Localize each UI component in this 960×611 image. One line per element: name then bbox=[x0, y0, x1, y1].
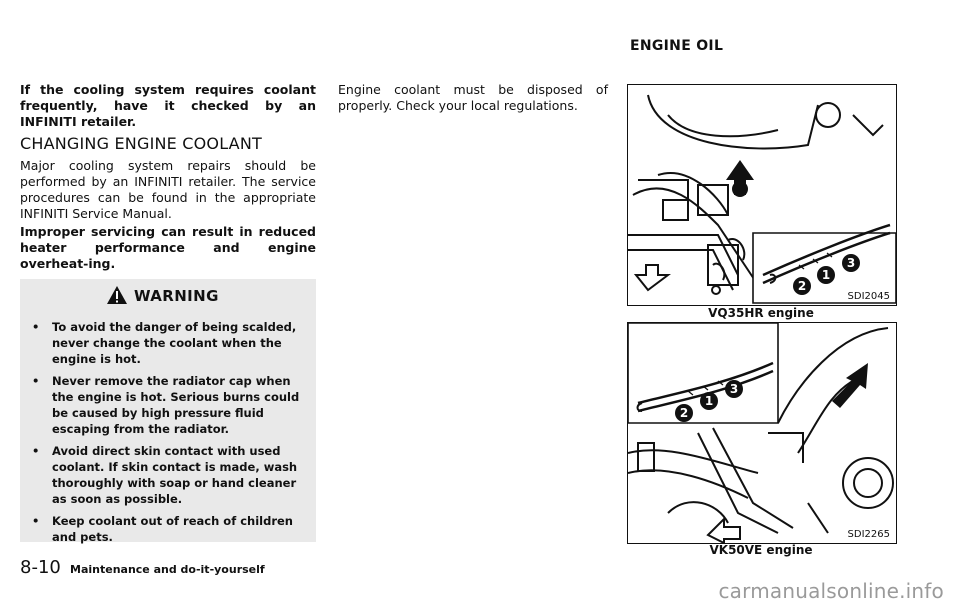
repair-paragraph: Major cooling system repairs should be performed by an INFINITI retailer. The service procedures can be found in the appropriate INFINITI Service Manual. bbox=[20, 158, 316, 221]
arrow-down-icon bbox=[708, 519, 740, 543]
warning-header bbox=[20, 285, 316, 309]
bullet-icon: • bbox=[32, 374, 40, 388]
figure-vq35hr bbox=[627, 84, 897, 306]
svg-text:1: 1 bbox=[704, 394, 714, 408]
section-title: ENGINE OIL bbox=[630, 38, 724, 54]
arrow-up-icon bbox=[832, 363, 868, 408]
warning-list bbox=[32, 319, 308, 551]
warning-title: WARNING bbox=[134, 287, 219, 305]
page-number: 8-10 bbox=[20, 557, 61, 578]
engine-illustration-vq35hr bbox=[628, 85, 896, 305]
figure-vk50ve bbox=[627, 322, 897, 544]
warning-item: • Never remove the radiator cap when the engine is hot. Serious burns could be caused by high pressure fluid escaping from the radiator. bbox=[32, 374, 300, 436]
bullet-icon: • bbox=[32, 514, 40, 528]
svg-text:1: 1 bbox=[821, 268, 831, 282]
callout-1 bbox=[817, 266, 835, 284]
bullet-icon: • bbox=[32, 320, 40, 334]
figure-caption: VK50VE engine bbox=[709, 543, 813, 557]
warning-item: • Keep coolant out of reach of children and pets. bbox=[32, 514, 293, 544]
svg-text:2: 2 bbox=[679, 406, 689, 420]
warning-item: • To avoid the danger of being scalded, never change the coolant when the engine is hot. bbox=[32, 320, 297, 366]
watermark: carmanualsonline.info bbox=[718, 579, 944, 603]
figure-code: SDI2265 bbox=[847, 529, 890, 540]
warning-item: • Avoid direct skin contact with used coolant. If skin contact is made, wash thoroughly with soap or hand cleaner as soon as possible. bbox=[32, 444, 298, 506]
callout-3 bbox=[725, 380, 743, 398]
bullet-icon: • bbox=[32, 444, 40, 458]
figure-code: SDI2045 bbox=[847, 291, 890, 302]
figure-caption: VQ35HR engine bbox=[708, 306, 814, 320]
section-heading: CHANGING ENGINE COOLANT bbox=[20, 134, 262, 153]
svg-text:3: 3 bbox=[729, 382, 739, 396]
callout-2 bbox=[675, 404, 693, 422]
warning-triangle-icon bbox=[106, 285, 128, 309]
warning-box bbox=[20, 279, 316, 542]
intro-paragraph: If the cooling system requires coolant frequently, have it checked by an INFINITI retailer. bbox=[20, 82, 316, 129]
svg-text:2: 2 bbox=[797, 279, 807, 293]
engine-illustration-vk50ve bbox=[628, 323, 896, 543]
callout-2 bbox=[793, 277, 811, 295]
callout-1 bbox=[700, 392, 718, 410]
improper-servicing-paragraph: Improper servicing can result in reduced heater performance and engine overheat-ing. bbox=[20, 224, 316, 271]
chapter-title: Maintenance and do-it-yourself bbox=[70, 563, 265, 576]
arrow-down-icon bbox=[636, 265, 668, 290]
arrow-up-icon bbox=[726, 160, 754, 195]
disposal-paragraph: Engine coolant must be disposed of properly. Check your local regulations. bbox=[338, 82, 608, 113]
callout-3 bbox=[842, 254, 860, 272]
svg-text:3: 3 bbox=[846, 256, 856, 270]
